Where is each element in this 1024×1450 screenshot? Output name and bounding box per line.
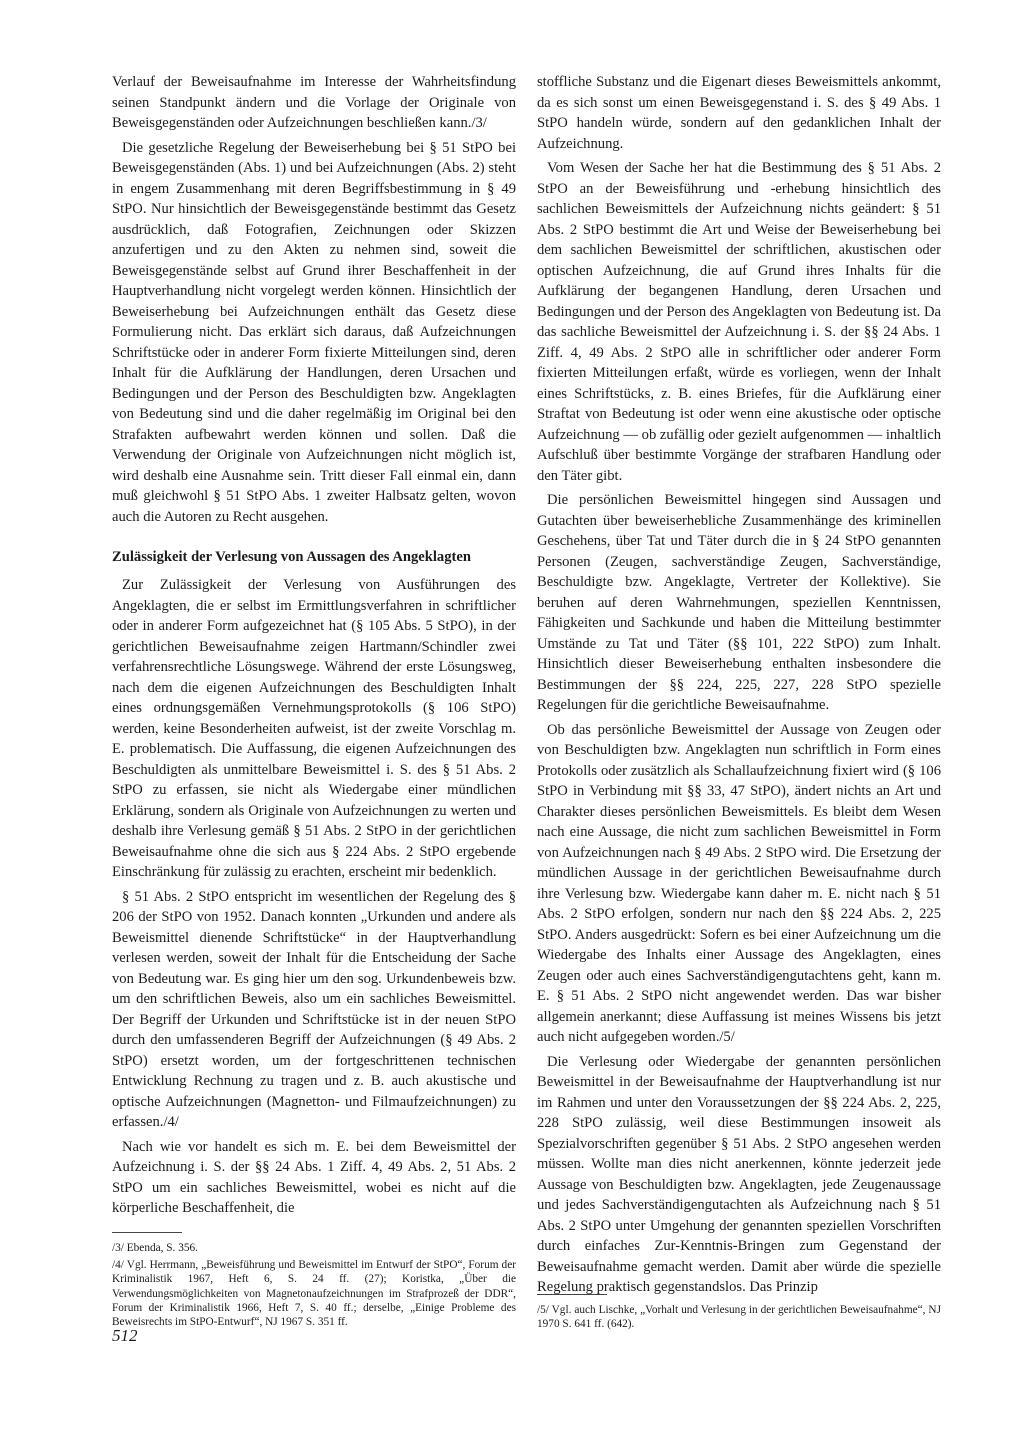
footnotes-right (537, 1288, 941, 1334)
paragraph: Ob das persönliche Beweismittel der Aussage von Zeugen oder von Beschuldigten bzw. Angeklagten nun schriftlich in Form eines Protokolls oder zusätzlich als Schallaufzeichnung fixiert wird (§ 106 StPO in Verbindung mit §§ 33, 47 StPO), ändert nichts an Art und Charakter dieses persönlichen Beweismittels. Es bleibt dem Wesen nach eine Aussage, die nicht zum sachlichen Beweismittel in Form von Aufzeichnungen nach § 49 Abs. 2 StPO wird. Die Ersetzung der mündlichen Aussage in der gerichtlichen Beweisaufnahme durch ihre Verlesung bzw. Wiedergabe kann daher m. E. nicht nach § 51 Abs. 2 StPO erfolgen, sondern nur nach den §§ 224 Abs. 2, 225 StPO. Anders ausgedrückt: Sofern es bei einer Aufzeichnung um die Wiedergabe des Inhalts einer Aussage des Angeklagten, eines Zeugen oder auch eines Sachverständigengutachtens geht, kann m. E. § 51 Abs. 2 StPO nicht angewendet werden. Das war bisher allgemein anerkannt; diese Auffassung ist meines Wissens bis jetzt auch nicht aufgegeben worden./5/ (537, 721, 941, 1045)
paragraph: § 51 Abs. 2 StPO entspricht im wesentlichen der Regelung des § 206 der StPO von 1952. Danach konnten „Urkunden und andere als Beweismittel dienende Schriftstücke“ in der Hauptverhandlung verlesen werden, soweit der Inhalt für die Entscheidung der Sache von Bedeutung war. Es ging hier um den sog. Urkundenbeweis bzw. um den schriftlichen Beweis, also um ein sachliches Beweismittel. Der Begriff der Urkunden und Schriftstücke ist in der neuen StPO durch den umfassenderen Begriff der Aufzeichnungen (§ 49 Abs. 2 StPO) ersetzt worden, um der fortgeschrittenen technischen Entwicklung Rechnung zu tragen und z. B. auch akustische und optische Aufzeichnungen (Magnetton- und Filmaufzeichnungen) zu erfassen./4/ (112, 888, 516, 1130)
paragraph: Die persönlichen Beweismittel hingegen sind Aussagen und Gutachten über beweiserhebliche Zusammenhänge des kriminellen Geschehens, über Tat und Täter durch die in § 24 StPO genannten Personen (Zeugen, sachverständige Zeugen, Sachverständige, Beschuldigte bzw. Angeklagte, Vertreter der Kollektive). Sie beruhen auf deren Wahrnehmungen, speziellen Kenntnissen, Fähigkeiten und Sachkunde und haben die Mitteilung bestimmter Umstände zu Tat und Täter (§§ 101, 222 StPO) zum Inhalt. Hinsichtlich dieser Beweiserhebung enthalten insbesondere die Bestimmungen der §§ 224, 225, 227, 228 StPO spezielle Regelungen für die gerichtliche Beweisaufnahme. (537, 492, 941, 713)
footnotes-left (112, 1226, 516, 1332)
section-heading: Zulässigkeit der Verlesung von Aussagen des Angeklagten (112, 549, 471, 565)
footnote: /4/ Vgl. Herrmann, „Beweisführung und Beweismittel im Entwurf der StPO“, Forum der Kriminalistik 1967, Heft 6, S. 24 ff. (27); Koristka, „Über die Verwendungsmöglichkeiten von Magnetonaufzeichnungen im Strafprozeß der DDR“, Forum der Kriminalistik 1966, Heft 7, S. 40 ff.; derselbe, „Einige Probleme des Beweisrechts im StPO-Entwurf“, NJ 1967 S. 351 ff. (112, 1259, 516, 1329)
paragraph: Die Verlesung oder Wiedergabe der genannten persönlichen Beweismittel in der Beweisaufnahme der Hauptverhandlung ist nur im Rahmen und unter den Voraussetzungen der §§ 224 Abs. 2, 225, 228 StPO zulässig, weil diese Bestimmungen insoweit als Spezialvorschriften gegenüber § 51 Abs. 2 StPO angesehen werden müssen. Wollte man dies nicht anerkennen, könnte jederzeit jede Aussage von Beschuldigten bzw. Angeklagten, jede Zeugenaussage und jedes Sachverständigengutachten als Aufzeichnung nach § 51 Abs. 2 StPO unter Umgehung der genannten speziellen Vorschriften durch einfaches Zur-Kenntnis-Bringen zum Gegenstand der Beweisaufnahme gemacht werden. Damit aber würde die spezielle Regelung praktisch gegenstandslos. Das Prinzip (537, 1053, 941, 1295)
right-column (537, 72, 941, 1302)
paragraph: Vom Wesen der Sache her hat die Bestimmung des § 51 Abs. 2 StPO an der Beweisführung und -erhebung hinsichtlich des sachlichen Beweismittels der Aufzeichnung nichts geändert: § 51 Abs. 2 StPO bestimmt die Art und Weise der Beweiserhebung bei dem sachlichen Beweismittel der schriftlichen, akustischen oder optischen Aufzeichnung, die auf Grund ihres Inhalts für die Aufklärung der begangenen Handlung, deren Ursachen und Bedingungen und der Person des Angeklagten von Bedeutung ist. Da das sachliche Beweismittel der Aufzeichnung i. S. der §§ 24 Abs. 1 Ziff. 4, 49 Abs. 2 StPO alle in schriftlicher oder anderer Form fixierten Mitteilungen erfaßt, würde es vorliegen, wenn der Inhalt eines Schriftstücks, z. B. eines Briefes, für die Aufklärung einer Straftat von Bedeutung ist oder wenn eine akustische oder optische Aufzeichnung — ob zufällig oder gezielt aufgenommen — inhaltlich Aufschluß über bestimmte Vorgänge der strafbaren Handlung oder den Täter gibt. (537, 160, 941, 484)
footnote: /3/ Ebenda, S. 356. (112, 1242, 198, 1254)
left-column (112, 72, 516, 1223)
paragraph: stoffliche Substanz und die Eigenart dieses Beweismittels ankommt, da es sich sonst um einen Beweisgegenstand i. S. des § 49 Abs. 1 StPO handeln würde, sondern auf den gedanklichen Inhalt der Aufzeichnung. (537, 74, 941, 152)
footnote-divider (112, 1232, 182, 1233)
footnote-divider (537, 1294, 607, 1295)
page-number: 512 (112, 1326, 138, 1345)
paragraph: Verlauf der Beweisaufnahme im Interesse der Wahrheitsfindung seinen Standpunkt ändern und die Vorlage der Originale von Beweisgegenständen oder Aufzeichnungen beschließen kann./3/ (112, 74, 516, 131)
paragraph: Nach wie vor handelt es sich m. E. bei dem Beweismittel der Aufzeichnung i. S. der §§ 24 Abs. 1 Ziff. 4, 49 Abs. 2, 51 Abs. 2 StPO um ein sachliches Beweismittel, wobei es nicht auf die körperliche Beschaffenheit, die (112, 1138, 516, 1216)
paragraph: Die gesetzliche Regelung der Beweiserhebung bei § 51 StPO bei Beweisgegenständen (Abs. 1) und bei Aufzeichnungen (Abs. 2) steht in engem Zusammenhang mit deren Begriffsbestimmung in § 49 StPO. Nur hinsichtlich der Beweisgegenstände bestimmt das Gesetz ausdrücklich, daß Fotografien, Zeichnungen oder Skizzen anzufertigen und zu den Akten zu nehmen sind, soweit die Beweisgegenstände selbst auf Grund ihrer Beschaffenheit in der Hauptverhandlung nicht vorgelegt werden können. Hinsichtlich der Beweiserhebung bei Aufzeichnungen enthält das Gesetz diese Formulierung nicht. Das erklärt sich daraus, daß Aufzeichnungen Schriftstücke oder in anderer Form fixierte Mitteilungen sind, deren Inhalt für die Aufklärung der Handlungen, deren Ursachen und Bedingungen und der Person des Beschuldigten bzw. Angeklagten von Bedeutung sind und die daher regelmäßig im Original bei den Strafakten aufbewahrt werden können und sollen. Daß die Verwendung der Originale von Aufzeichnungen nicht möglich ist, wird deshalb eine Ausnahme sein. Tritt dieser Fall einmal ein, dann muß gleichwohl § 51 StPO Abs. 1 zweiter Halbsatz gelten, wovon auch die Autoren zu Recht ausgehen. (112, 139, 516, 525)
paragraph: Zur Zulässigkeit der Verlesung von Ausführungen des Angeklagten, die er selbst im Ermittlungsverfahren in schriftlicher oder in anderer Form aufgezeichnet hat (§ 105 Abs. 5 StPO), in der gerichtlichen Beweisaufnahme zeigen Hartmann/Schindler zwei verfahrensrechtliche Lösungswege. Während der erste Lösungsweg, nach dem die eigenen Aufzeichnungen des Beschuldigten Inhalt eines ordnungsgemäßen Vernehmungsprotokolls (§ 106 StPO) werden, keine Besonderheiten aufweist, ist der zweite Vorschlag m. E. problematisch. Die Auffassung, die eigenen Aufzeichnungen des Beschuldigten als unmittelbare Beweismittel i. S. des § 51 Abs. 2 StPO zu erfassen, sie nicht als Wiedergabe einer mündlichen Erklärung, sondern als Originale von Aufzeichnungen zu werten und deshalb ihre Verlesung gemäß § 51 Abs. 2 StPO in der gerichtlichen Beweisaufnahme ohne die sich aus § 224 Abs. 2 StPO ergebende Einschränkung für zulässig zu erachten, erscheint mir bedenklich. (112, 577, 516, 880)
footnote: /5/ Vgl. auch Lischke, „Vorhalt und Verlesung in der gerichtlichen Beweisaufnahme“, NJ 1970 S. 641 ff. (642). (537, 1304, 941, 1331)
